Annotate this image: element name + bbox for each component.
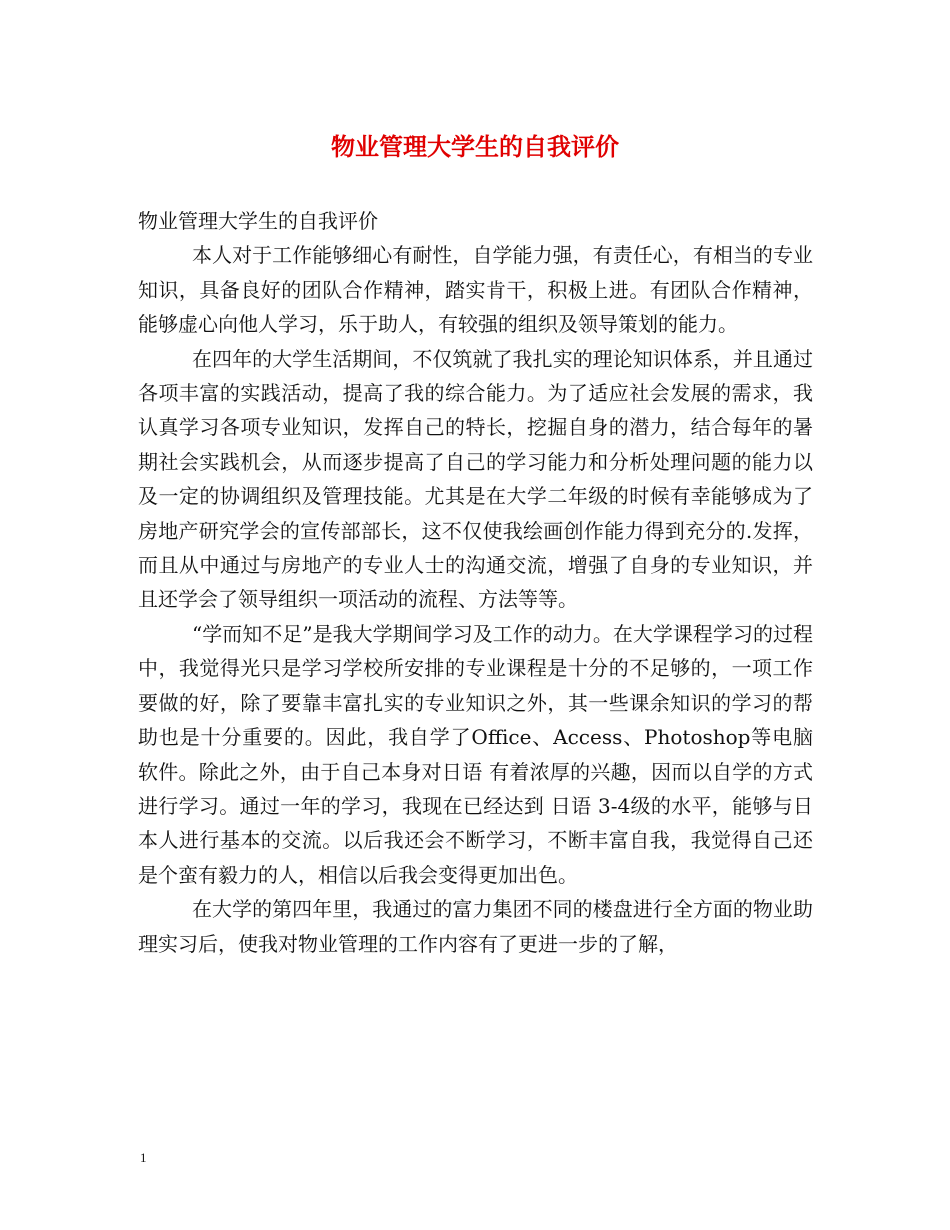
paragraph-1: 本人对于工作能够细心有耐性，自学能力强，有责任心，有相当的专业知识，具备良好的团队合作精神，踏实肯干，积极上进。有团队合作精神，能够虚心向他人学习，乐于助人，有较强的组织及领导策划的能力。	[138, 243, 813, 337]
paragraph-2: 在四年的大学生活期间，不仅筑就了我扎实的理论知识体系，并且通过各项丰富的实践活动，提高了我的综合能力。为了适应社会发展的需求，我认真学习各项专业知识，发挥自己的特长，挖掘自身的潜力，结合每年的暑期社会实践机会，从而逐步提高了自己的学习能力和分析处理问题的能力以及一定的协调组织及管理技能。尤其是在大学二年级的时候有幸能够成为了房地产研究学会的宣传部部长，这不仅使我绘画创作能力得到充分的.发挥，而且从中通过与房地产的专业人士的沟通交流，增强了自身的专业知识，并且还学会了领导组织一项活动的流程、方法等等。	[138, 346, 813, 612]
document-subtitle: 物业管理大学生的自我评价	[138, 209, 378, 233]
document-body	[138, 204, 813, 961]
page-number: 1	[140, 1150, 147, 1165]
paragraph-3: “学而知不足”是我大学期间学习及工作的动力。在大学课程学习的过程中，我觉得光只是学习学校所安排的专业课程是十分的不足够的，一项工作要做的好，除了要靠丰富扎实的专业知识之外，其一些课余知识的学习的帮助也是十分重要的。因此，我自学了Office、Access、Photoshop等电脑软件。除此之外，由于自己本身对日语 有着浓厚的兴趣，因而以自学的方式进行学习。通过一年的学习，我现在已经达到 日语 3-4级的水平，能够与日本人进行基本的交流。以后我还会不断学习，不断丰富自我，我觉得自己还是个蛮有毅力的人，相信以后我会变得更加出色。	[138, 621, 813, 887]
document-title: 物业管理大学生的自我评价	[331, 132, 619, 161]
paragraph-4: 在大学的第四年里，我通过的富力集团不同的楼盘进行全方面的物业助理实习后，使我对物业管理的工作内容有了更进一步的了解，	[138, 897, 813, 956]
